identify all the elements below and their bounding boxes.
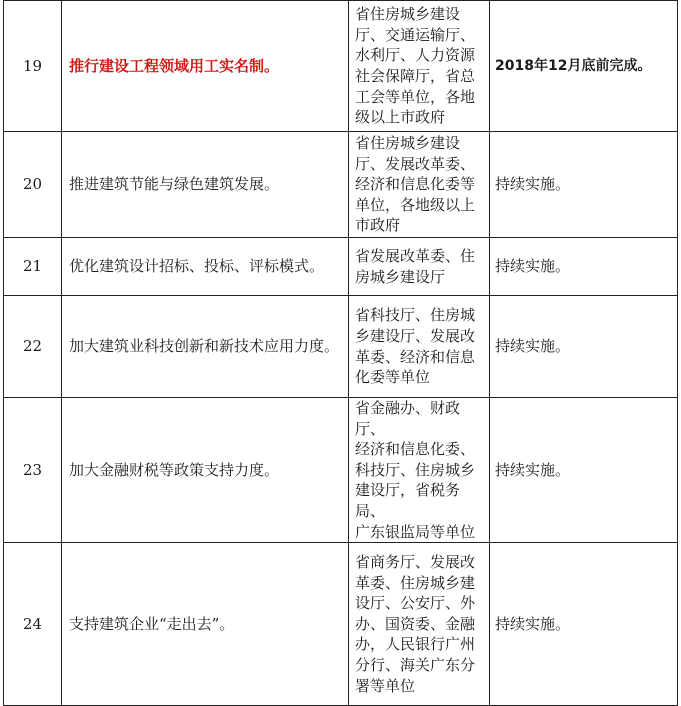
dept-line: 省科技厅、住房城 (355, 306, 476, 325)
dept-line: 水利厅、人力资源 (355, 46, 476, 65)
completion-time: 持续实施。 (490, 398, 678, 543)
row-number: 22 (4, 296, 62, 398)
dept-line: 革委、经济和信息 (355, 347, 476, 366)
dept-line: 建设厅，省税务局、 (355, 481, 461, 520)
table-row (4, 238, 678, 296)
table-row (4, 543, 678, 706)
dept-line: 省金融办、财政厅、 (355, 399, 461, 438)
row-number: 23 (4, 398, 62, 543)
dept-line: 办，人民银行广州 (355, 635, 476, 654)
task-description: 加大金融财税等政策支持力度。 (62, 398, 349, 543)
table-row (4, 296, 678, 398)
dept-line: 省发展改革委、住 (355, 246, 476, 265)
dept-line: 分行、海关广东分 (355, 656, 476, 675)
task-table (3, 0, 678, 706)
responsible-departments (349, 543, 490, 706)
dept-line: 革委、住房城乡建 (355, 573, 476, 592)
dept-line: 级以上市政府 (355, 108, 446, 127)
responsible-departments (349, 238, 490, 296)
completion-time (490, 1, 678, 132)
dept-line: 房城乡建设厅 (355, 267, 446, 286)
task-description: 加大建筑业科技创新和新技术应用力度。 (62, 296, 349, 398)
dept-line: 署等单位 (355, 676, 416, 695)
task-description: 优化建筑设计招标、投标、评标模式。 (62, 238, 349, 296)
dept-line: 办、国资委、金融 (355, 614, 476, 633)
row-number: 19 (4, 1, 62, 132)
dept-line: 社会保障厅，省总 (355, 67, 476, 85)
row-number: 21 (4, 238, 62, 296)
dept-line: 经济和信息化委、 (355, 440, 476, 459)
dept-line: 工会等单位，各地 (355, 87, 476, 106)
row-number: 20 (4, 132, 62, 238)
task-description: 支持建筑企业“走出去”。 (62, 543, 349, 706)
dept-line: 经济和信息化委等 (355, 175, 476, 194)
task-description: 推进建筑节能与绿色建筑发展。 (62, 132, 349, 238)
task-description (62, 1, 349, 132)
responsible-departments (349, 132, 490, 238)
responsible-departments (349, 398, 490, 543)
completion-time-text: 2018年12月底前完成。 (495, 58, 652, 75)
dept-line: 省商务厅、发展改 (355, 553, 476, 572)
dept-line: 科技厅、住房城乡 (355, 460, 476, 479)
dept-line: 乡建设厅、发展改 (355, 326, 476, 345)
dept-line: 厅、交通运输厅、 (355, 25, 476, 44)
table-row (4, 398, 678, 543)
dept-line: 厅、发展改革委、 (355, 154, 476, 173)
task-text-highlighted: 推行建设工程领域用工实名制。 (69, 56, 280, 75)
completion-time: 持续实施。 (490, 132, 678, 238)
completion-time: 持续实施。 (490, 296, 678, 398)
responsible-departments (349, 296, 490, 398)
dept-line: 省住房城乡建设 (355, 5, 461, 24)
completion-time: 持续实施。 (490, 543, 678, 706)
completion-time: 持续实施。 (490, 238, 678, 296)
dept-line: 设厅、公安厅、外 (355, 594, 476, 613)
responsible-departments (349, 1, 490, 132)
table-row (4, 1, 678, 132)
dept-line: 省住房城乡建设 (355, 134, 461, 153)
dept-line: 广东银监局等单位 (355, 522, 476, 541)
dept-line: 市政府 (355, 216, 401, 235)
row-number: 24 (4, 543, 62, 706)
dept-line: 化委等单位 (355, 368, 431, 387)
table-row (4, 132, 678, 238)
dept-line: 单位，各地级以上 (355, 195, 476, 214)
